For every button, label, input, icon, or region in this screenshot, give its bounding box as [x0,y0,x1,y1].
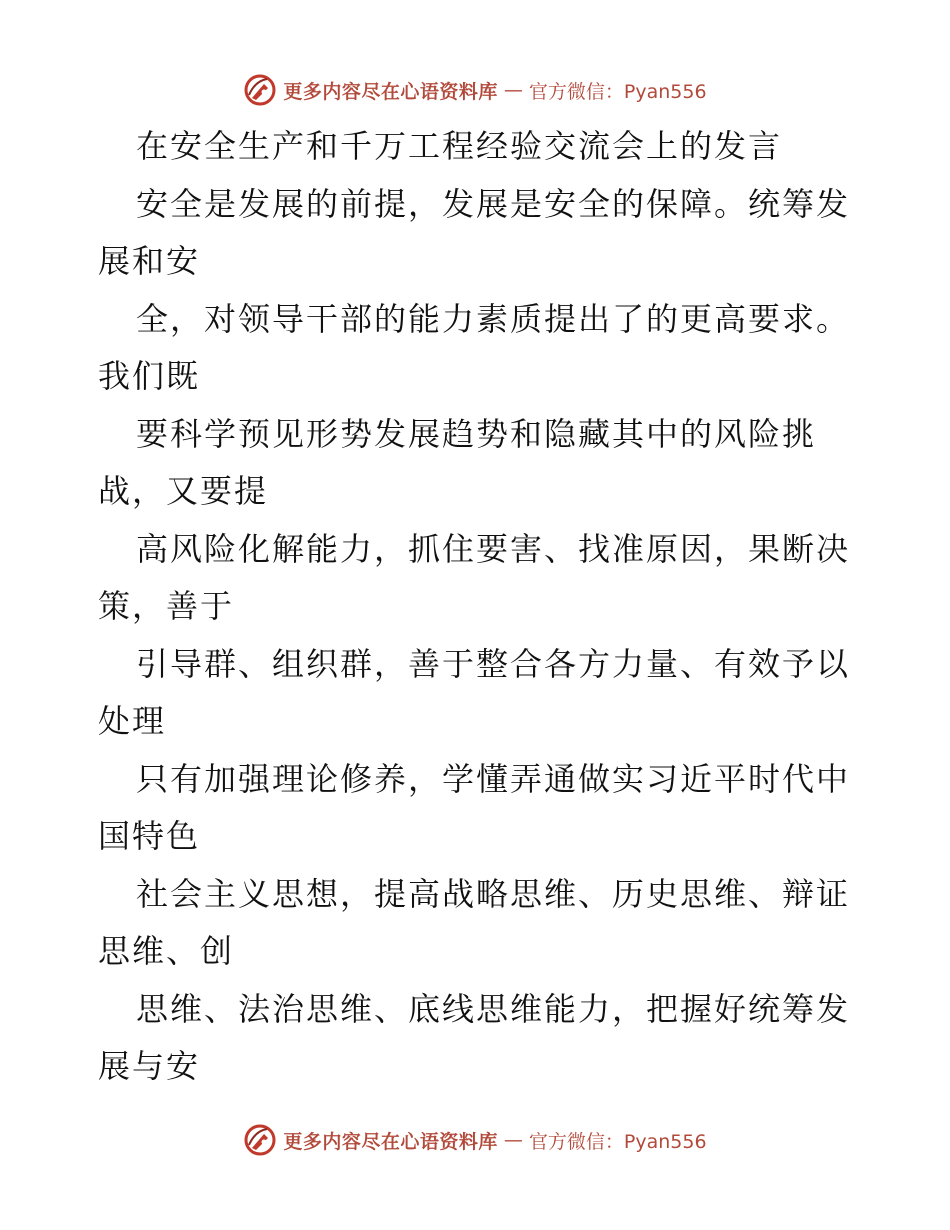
paragraph-line: 战，又要提 [98,472,269,510]
paragraph-line: 策，善于 [98,587,235,625]
footer-site-text: 更多内容尽在心语资料库 [283,1130,498,1153]
header-separator: — [503,79,523,101]
paragraph-line: 社会主义思想，提高战略思维、历史思维、辩证 [136,874,851,913]
header-wechat-text: 官方微信：Pyan556 [528,80,707,103]
paragraph-line: 只有加强理论修养，学懂弄通做实习近平时代中 [136,759,851,798]
paragraph-line: 要科学预见形势发展趋势和隐藏其中的风险挑 [136,414,817,453]
paragraph-line: 我们既 [98,357,201,395]
header-site-text: 更多内容尽在心语资料库 [283,80,498,103]
paragraph-line: 安全是发展的前提，发展是安全的保障。统筹发 [136,184,851,223]
paragraph-line: 全，对领导干部的能力素质提出了的更高要求。 [136,299,851,338]
paragraph-line: 引导群、组织群，善于整合各方力量、有效予以 [136,644,851,683]
paragraph-line: 在安全生产和千万工程经验交流会上的发言 [136,127,783,165]
paragraph-line: 高风险化解能力，抓住要害、找准原因，果断决 [136,529,851,568]
footer-separator: — [503,1129,523,1151]
paragraph-line: 思维、法治思维、底线思维能力，把握好统筹发 [136,989,851,1028]
footer-banner [0,1120,950,1160]
paragraph-line: 思维、创 [98,932,235,970]
paragraph-line: 处理 [98,702,167,740]
paragraph-line: 展与安 [98,1047,201,1085]
paragraph-line: 展和安 [98,242,201,280]
document-body [98,118,858,1096]
pen-nib-logo-icon [243,73,277,107]
pen-nib-logo-icon [243,1123,277,1157]
header-banner [0,70,950,110]
paragraph-line: 国特色 [98,817,201,855]
footer-wechat-text: 官方微信：Pyan556 [528,1130,707,1153]
